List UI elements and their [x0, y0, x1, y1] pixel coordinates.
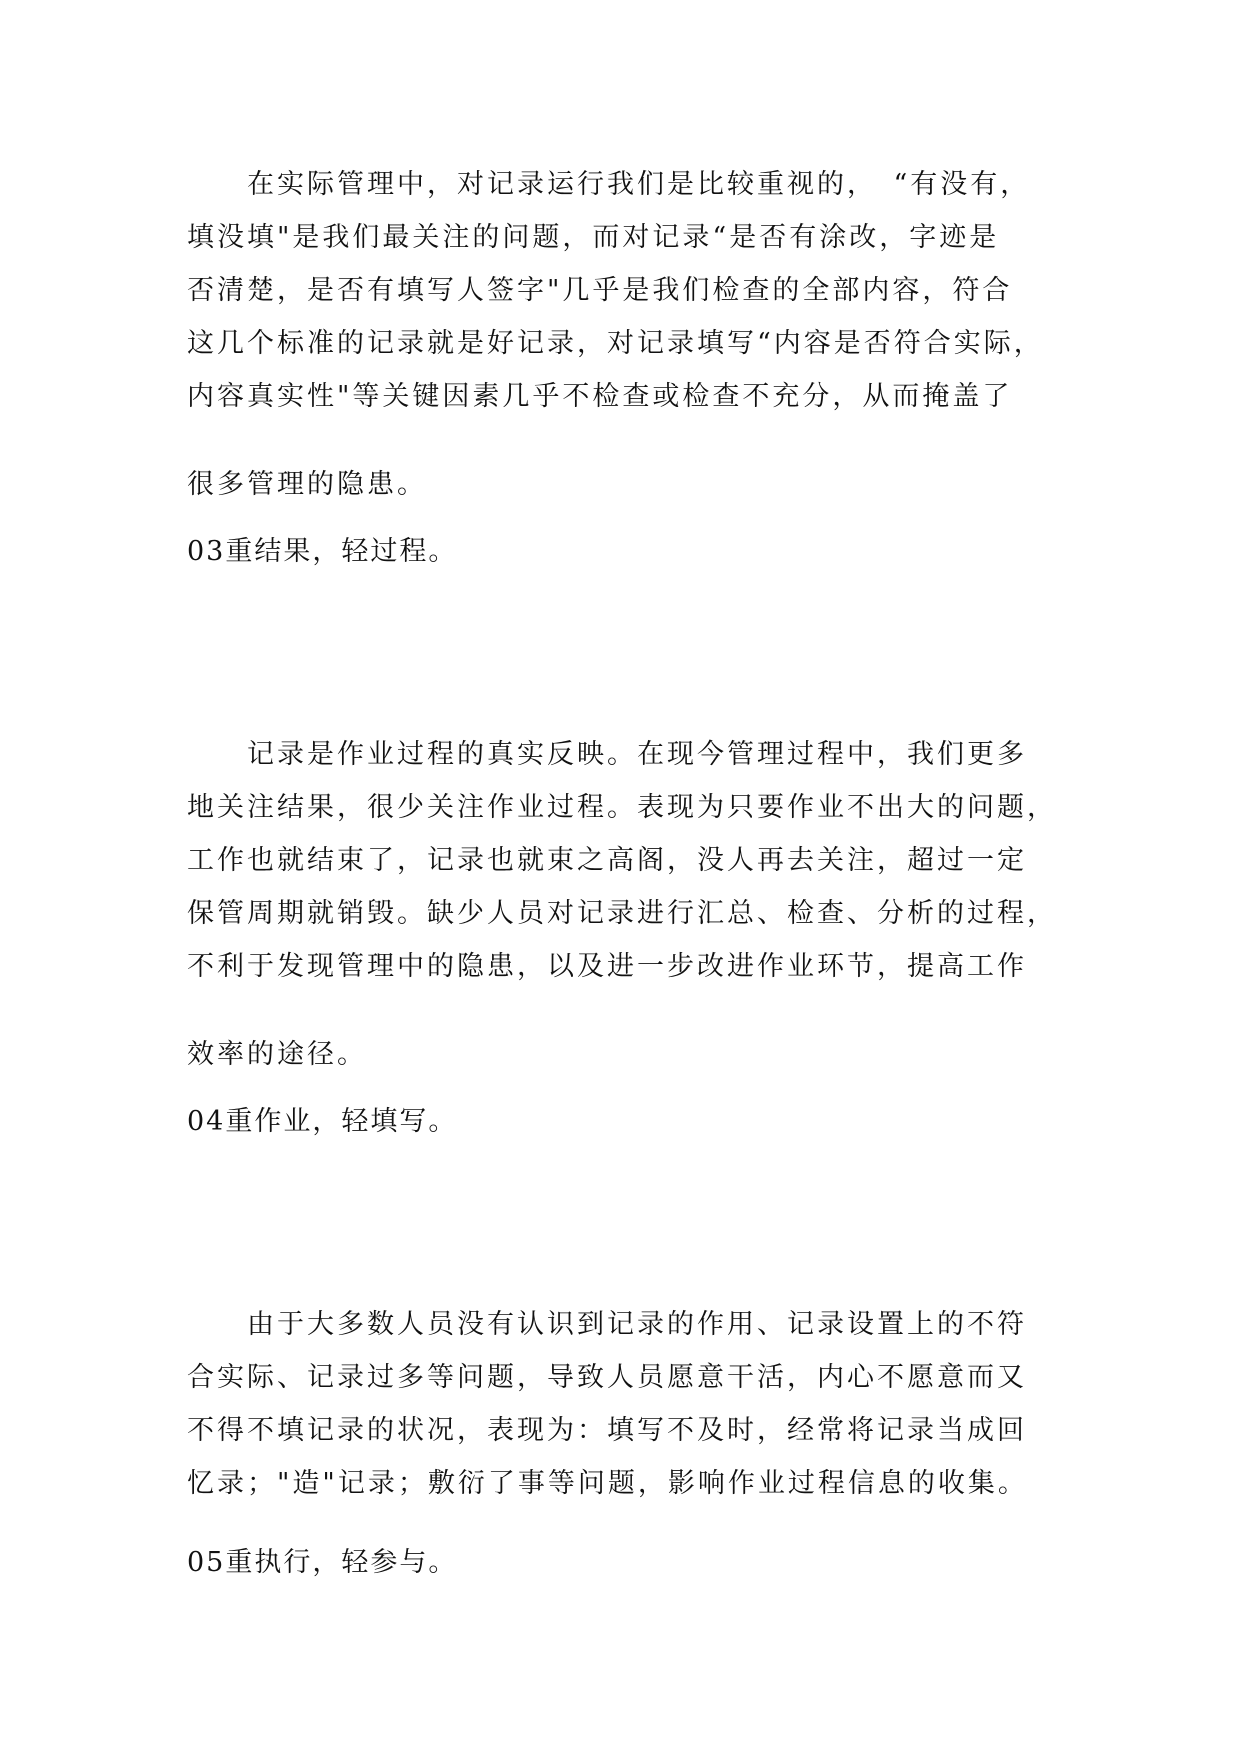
paragraph-line: 内容真实性"等关键因素几乎不检查或检查不充分，从而掩盖了: [187, 381, 1013, 412]
paragraph-line: 记录是作业过程的真实反映。在现今管理过程中，我们更多: [187, 739, 1027, 770]
section-heading-05: 05重执行，轻参与。: [187, 1547, 458, 1578]
paragraph-line: 这几个标准的记录就是好记录，对记录填写“内容是否符合实际，: [187, 328, 1044, 359]
paragraph-line: 地关注结果，很少关注作业过程。表现为只要作业不出大的问题，: [187, 792, 1057, 823]
paragraph-line: 不得不填记录的状况，表现为：填写不及时，经常将记录当成回: [187, 1415, 1027, 1446]
paragraph-line: 工作也就结束了，记录也就束之高阁，没人再去关注，超过一定: [187, 845, 1027, 876]
paragraph-line: 在实际管理中，对记录运行我们是比较重视的， “有没有，: [187, 169, 1031, 200]
section-heading-03: 03重结果，轻过程。: [187, 536, 458, 567]
paragraph-line: 否清楚，是否有填写人签字"几乎是我们检查的全部内容，符合: [187, 275, 1013, 306]
paragraph-line: 由于大多数人员没有认识到记录的作用、记录设置上的不符: [187, 1309, 1027, 1340]
section-heading-04: 04重作业，轻填写。: [187, 1106, 458, 1137]
paragraph-line: 合实际、记录过多等问题，导致人员愿意干活，内心不愿意而又: [187, 1362, 1027, 1393]
paragraph-line: 忆录；"造"记录；敷衍了事等问题，影响作业过程信息的收集。: [187, 1468, 1028, 1499]
paragraph-line: 效率的途径。: [187, 1039, 367, 1070]
paragraph-line: 保管周期就销毁。缺少人员对记录进行汇总、检查、分析的过程，: [187, 898, 1057, 929]
paragraph-line: 很多管理的隐患。: [187, 469, 427, 500]
paragraph-line: 填没填"是我们最关注的问题，而对记录“是否有涂改，字迹是: [187, 222, 1000, 253]
paragraph-line: 不利于发现管理中的隐患，以及进一步改进作业环节，提高工作: [187, 951, 1027, 982]
